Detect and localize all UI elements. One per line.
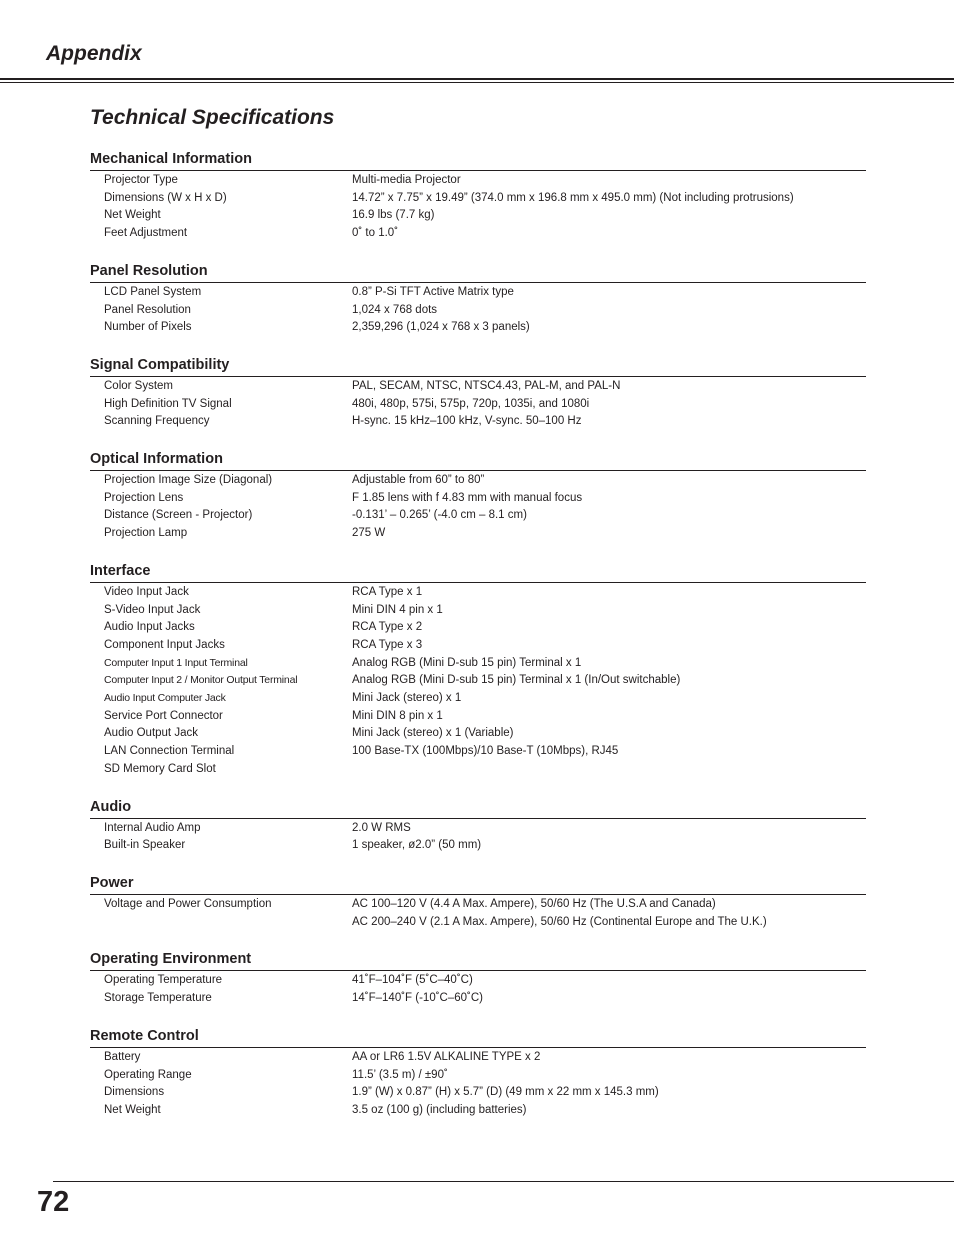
spec-value: AA or LR6 1.5V ALKALINE TYPE x 2 [352, 1050, 541, 1063]
spec-value: 275 W [352, 527, 386, 540]
spec-row [90, 602, 866, 620]
spec-row [90, 319, 866, 337]
spec-rows [90, 171, 866, 243]
spec-value: 11.5’ (3.5 m) / ±90˚ [352, 1068, 448, 1081]
spec-label: Feet Adjustment [104, 227, 188, 240]
spec-label: Video Input Jack [104, 585, 189, 598]
spec-value: F 1.85 lens with f 4.83 mm with manual focus [352, 491, 583, 504]
spec-label: Projection Lens [104, 491, 184, 504]
spec-row [90, 525, 866, 543]
spec-value: Adjustable from 60” to 80” [352, 474, 485, 487]
spec-row [90, 207, 866, 225]
spec-label: S-Video Input Jack [104, 603, 201, 616]
spec-row [90, 690, 866, 708]
spec-value: 1,024 x 768 dots [352, 303, 438, 316]
spec-label: Net Weight [104, 209, 161, 222]
spec-row [90, 672, 866, 690]
spec-label: Distance (Screen - Projector) [104, 509, 253, 522]
spec-row [90, 1067, 866, 1085]
spec-value: 14.72” x 7.75” x 19.49” (374.0 mm x 196.8 mm x 495.0 mm) (Not including protrusions) [352, 191, 794, 204]
spec-label: Operating Temperature [104, 974, 223, 987]
spec-row [90, 637, 866, 655]
spec-section [90, 950, 866, 1007]
spec-value: 14˚F–140˚F (-10˚C–60˚C) [352, 992, 484, 1005]
spec-value: Analog RGB (Mini D-sub 15 pin) Terminal x 1 (In/Out switchable) [352, 674, 681, 687]
spec-row [90, 990, 866, 1008]
spec-label: Voltage and Power Consumption [104, 897, 272, 910]
spec-row [90, 396, 866, 414]
spec-value: Mini Jack (stereo) x 1 [352, 692, 462, 705]
spec-value: H-sync. 15 kHz–100 kHz, V-sync. 50–100 Hz [352, 415, 582, 428]
spec-label: LAN Connection Terminal [104, 745, 235, 758]
spec-label: Panel Resolution [104, 303, 191, 316]
spec-value: 1.9” (W) x 0.87” (H) x 5.7” (D) (49 mm x 22 mm x 145.3 mm) [352, 1086, 659, 1099]
spec-value: RCA Type x 2 [352, 621, 423, 634]
section-title: Remote Control [90, 1027, 866, 1048]
spec-section [90, 450, 866, 543]
spec-label: Number of Pixels [104, 321, 192, 334]
spec-row [90, 972, 866, 990]
spec-label: Computer Input 2 / Monitor Output Terminal [104, 674, 298, 687]
spec-label: Net Weight [104, 1103, 161, 1116]
spec-section [90, 1027, 866, 1120]
spec-label: Scanning Frequency [104, 415, 210, 428]
spec-value: 0.8” P-Si TFT Active Matrix type [352, 285, 514, 298]
spec-label: Projection Lamp [104, 527, 188, 540]
spec-value [352, 761, 866, 779]
spec-section [90, 874, 866, 931]
spec-row [90, 896, 866, 914]
spec-row [90, 507, 866, 525]
spec-label: Operating Range [104, 1068, 192, 1081]
spec-value: Mini DIN 4 pin x 1 [352, 603, 443, 616]
spec-value: -0.131’ – 0.265’ (-4.0 cm – 8.1 cm) [352, 509, 527, 522]
spec-value: Analog RGB (Mini D-sub 15 pin) Terminal x 1 [352, 656, 582, 669]
spec-label: Projector Type [104, 174, 178, 186]
spec-rows [90, 377, 866, 431]
spec-row [90, 490, 866, 508]
spec-rows [90, 283, 866, 337]
spec-row [90, 378, 866, 396]
section-title: Power [90, 874, 866, 895]
spec-row [90, 708, 866, 726]
spec-row [90, 914, 866, 932]
spec-section [90, 562, 866, 779]
spec-section [90, 262, 866, 337]
spec-value: 2.0 W RMS [352, 821, 411, 834]
spec-value: 16.9 lbs (7.7 kg) [352, 209, 435, 222]
page-title: Technical Specifications [90, 106, 335, 129]
spec-label: Audio Output Jack [104, 727, 198, 740]
spec-label: SD Memory Card Slot [104, 762, 216, 775]
spec-label: High Definition TV Signal [104, 397, 232, 410]
spec-label: Audio Input Computer Jack [104, 692, 226, 705]
spec-row [90, 655, 866, 673]
spec-row [90, 837, 866, 855]
spec-row [90, 284, 866, 302]
spec-rows [90, 471, 866, 543]
spec-value: AC 200–240 V (2.1 A Max. Ampere), 50/60 Hz (Continental Europe and The U.K.) [352, 915, 767, 928]
spec-value: PAL, SECAM, NTSC, NTSC4.43, PAL-M, and PAL-N [352, 379, 621, 392]
header-rule-thick [0, 78, 954, 80]
spec-value: 480i, 480p, 575i, 575p, 720p, 1035i, and 1080i [352, 397, 590, 410]
footer-rule [53, 1181, 954, 1182]
spec-value: 2,359,296 (1,024 x 768 x 3 panels) [352, 321, 530, 334]
spec-row [90, 761, 866, 779]
spec-label: Component Input Jacks [104, 638, 225, 651]
header-rule-thin [0, 82, 954, 83]
spec-value: 3.5 oz (100 g) (including batteries) [352, 1103, 527, 1116]
spec-value: 41˚F–104˚F (5˚C–40˚C) [352, 974, 473, 987]
spec-label: Color System [104, 379, 174, 392]
spec-row [90, 1049, 866, 1067]
spec-section [90, 150, 866, 243]
spec-label [90, 914, 352, 932]
spec-value: 1 speaker, ø2.0” (50 mm) [352, 839, 482, 852]
spec-label: Storage Temperature [104, 992, 212, 1005]
section-title: Panel Resolution [90, 262, 866, 283]
spec-row [90, 584, 866, 602]
section-title: Audio [90, 798, 866, 819]
spec-value: AC 100–120 V (4.4 A Max. Ampere), 50/60 Hz (The U.S.A and Canada) [352, 897, 716, 910]
section-title: Mechanical Information [90, 150, 866, 171]
spec-label: Audio Input Jacks [104, 621, 195, 634]
section-title: Interface [90, 562, 866, 583]
chapter-title: Appendix [46, 42, 142, 65]
spec-row [90, 1084, 866, 1102]
spec-value: Multi-media Projector [352, 174, 461, 186]
spec-row [90, 472, 866, 490]
spec-section [90, 798, 866, 855]
spec-label: Internal Audio Amp [104, 821, 201, 834]
page-number: 72 [37, 1186, 70, 1218]
spec-label: LCD Panel System [104, 285, 202, 298]
spec-row [90, 820, 866, 838]
spec-value: 0˚ to 1.0˚ [352, 227, 399, 240]
spec-value: Mini Jack (stereo) x 1 (Variable) [352, 727, 514, 740]
spec-row [90, 172, 866, 190]
spec-label: Battery [104, 1050, 141, 1063]
spec-label: Service Port Connector [104, 709, 223, 722]
spec-sections [90, 150, 866, 1139]
spec-rows [90, 895, 866, 931]
spec-section [90, 356, 866, 431]
spec-label: Dimensions [104, 1086, 165, 1099]
spec-row [90, 413, 866, 431]
spec-rows [90, 971, 866, 1007]
spec-label: Built-in Speaker [104, 839, 186, 852]
section-title: Optical Information [90, 450, 866, 471]
spec-rows [90, 583, 866, 779]
spec-row [90, 743, 866, 761]
spec-row [90, 619, 866, 637]
spec-row [90, 302, 866, 320]
spec-row [90, 190, 866, 208]
spec-value: Mini DIN 8 pin x 1 [352, 709, 443, 722]
spec-value: 100 Base-TX (100Mbps)/10 Base-T (10Mbps), RJ45 [352, 745, 619, 758]
spec-row [90, 225, 866, 243]
section-title: Operating Environment [90, 950, 866, 971]
spec-row [90, 725, 866, 743]
spec-rows [90, 1048, 866, 1120]
spec-row [90, 1102, 866, 1120]
spec-value: RCA Type x 3 [352, 638, 423, 651]
spec-rows [90, 819, 866, 855]
spec-label: Computer Input 1 Input Terminal [104, 656, 248, 669]
spec-label: Projection Image Size (Diagonal) [104, 474, 273, 487]
spec-label: Dimensions (W x H x D) [104, 191, 227, 204]
section-title: Signal Compatibility [90, 356, 866, 377]
spec-value: RCA Type x 1 [352, 585, 423, 598]
